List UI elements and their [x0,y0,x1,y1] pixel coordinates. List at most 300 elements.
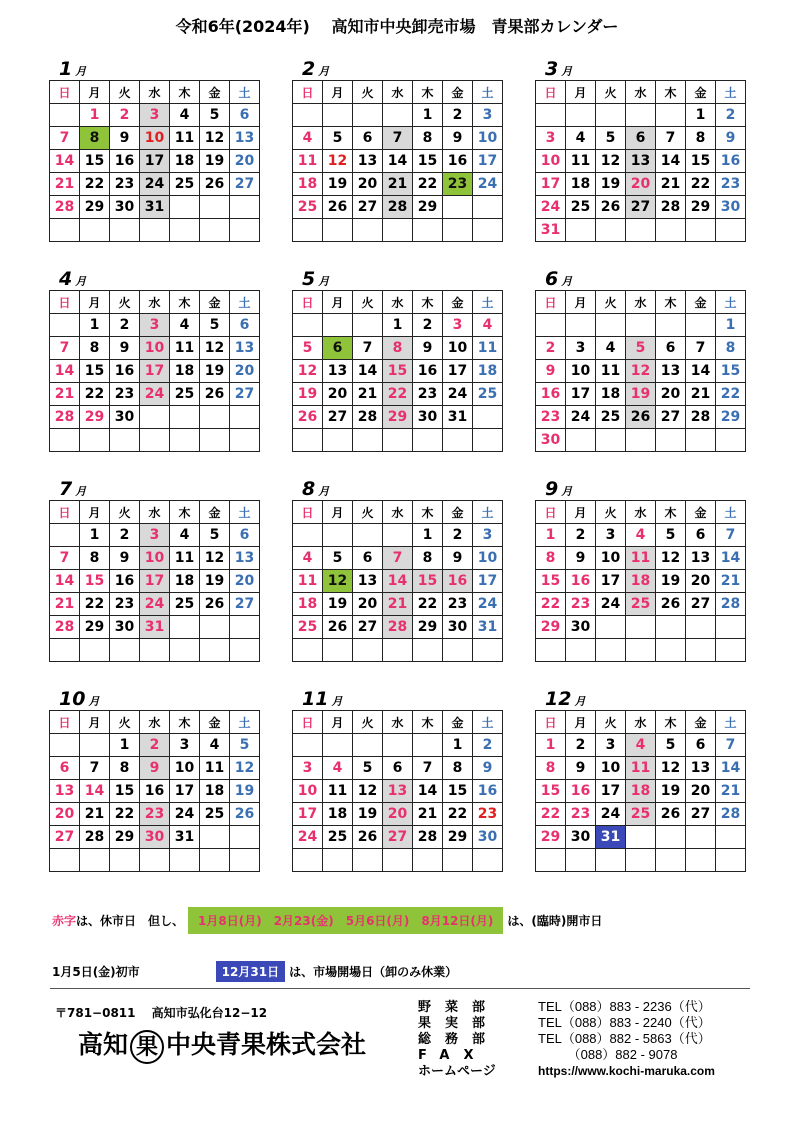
empty-cell [353,639,383,662]
day-cell: 1 [80,314,110,337]
weekday-header: 木 [170,291,200,314]
day-cell: 1 [80,104,110,127]
day-cell: 11 [323,780,353,803]
month-suffix: 月 [318,275,330,288]
empty-cell [596,849,626,872]
day-cell: 17 [536,173,566,196]
empty-cell [353,524,383,547]
empty-cell [686,219,716,242]
contact-row [418,1044,715,1063]
day-cell: 1 [536,524,566,547]
day-cell: 8 [110,757,140,780]
weekday-header: 水 [140,501,170,524]
weekday-header: 火 [110,81,140,104]
day-cell: 31 [536,219,566,242]
weekday-header: 火 [110,291,140,314]
day-cell: 3 [566,337,596,360]
empty-cell [716,616,746,639]
day-cell: 23 [536,406,566,429]
month-table [292,290,503,452]
weekday-header: 木 [656,291,686,314]
empty-cell [443,219,473,242]
weekday-header: 木 [170,81,200,104]
day-cell: 14 [80,780,110,803]
day-cell: 8 [413,547,443,570]
day-cell: 20 [383,803,413,826]
day-cell: 10 [596,757,626,780]
empty-cell [230,826,260,849]
empty-cell [50,849,80,872]
empty-cell [413,734,443,757]
day-cell: 19 [323,593,353,616]
day-cell: 7 [50,127,80,150]
day-cell: 11 [170,337,200,360]
weekday-header: 水 [626,81,656,104]
empty-cell [140,406,170,429]
day-cell: 23 [566,593,596,616]
empty-cell [293,314,323,337]
empty-cell [686,616,716,639]
day-cell: 24 [170,803,200,826]
weekday-header: 火 [596,291,626,314]
weekday-header: 金 [200,711,230,734]
calendar-grid [49,58,749,893]
day-cell: 17 [443,360,473,383]
month-suffix: 月 [561,65,573,78]
day-cell: 24 [140,173,170,196]
empty-cell [473,406,503,429]
day-cell: 20 [686,570,716,593]
empty-cell [80,849,110,872]
day-cell: 10 [293,780,323,803]
day-cell: 31 [596,826,626,849]
day-cell: 23 [716,173,746,196]
day-cell: 5 [353,757,383,780]
weekday-header: 金 [443,711,473,734]
weekday-header: 日 [293,291,323,314]
empty-cell [170,849,200,872]
empty-cell [413,429,443,452]
homepage-url[interactable]: https://www.kochi-maruka.com [538,1064,715,1078]
empty-cell [383,849,413,872]
day-cell: 21 [716,780,746,803]
day-cell: 23 [110,173,140,196]
day-cell: 7 [383,547,413,570]
day-cell: 15 [443,780,473,803]
day-cell: 27 [686,593,716,616]
day-cell: 29 [80,196,110,219]
day-cell: 9 [566,547,596,570]
weekday-header: 火 [110,711,140,734]
day-cell: 28 [716,803,746,826]
month-4 [49,268,263,463]
weekday-header: 水 [140,291,170,314]
weekday-header: 日 [293,711,323,734]
day-cell: 16 [110,150,140,173]
empty-cell [50,104,80,127]
day-cell: 25 [293,616,323,639]
month-suffix: 月 [561,485,573,498]
day-cell: 20 [50,803,80,826]
day-cell: 29 [536,826,566,849]
contact-dept: 総務部 [418,1032,500,1047]
month-suffix: 月 [88,695,100,708]
day-cell: 18 [293,593,323,616]
day-cell: 8 [80,337,110,360]
empty-cell [323,314,353,337]
day-cell: 2 [140,734,170,757]
month-number: 11 [302,688,329,710]
day-cell: 2 [716,104,746,127]
dec31-box: 12月31日 [216,961,285,982]
day-cell: 29 [383,406,413,429]
empty-cell [170,196,200,219]
month-label [302,688,342,708]
month-table [292,710,503,872]
first-market-text: 1月5日(金)初市 [52,965,140,979]
day-cell: 25 [473,383,503,406]
day-cell: 13 [230,127,260,150]
day-cell: 29 [443,826,473,849]
empty-cell [293,219,323,242]
empty-cell [230,616,260,639]
day-cell: 24 [140,593,170,616]
weekday-header: 金 [200,501,230,524]
day-cell: 22 [80,593,110,616]
day-cell: 8 [80,547,110,570]
empty-cell [473,849,503,872]
empty-cell [656,104,686,127]
day-cell: 1 [443,734,473,757]
day-cell: 16 [716,150,746,173]
contact-tel: TEL（088）883 - 2236（代） [538,999,711,1014]
day-cell: 6 [383,757,413,780]
day-cell: 4 [200,734,230,757]
empty-cell [716,849,746,872]
day-cell: 2 [473,734,503,757]
company-logo-circle: 果 [130,1030,164,1064]
weekday-header: 木 [170,711,200,734]
month-number: 1 [59,58,73,80]
day-cell: 2 [443,104,473,127]
day-cell: 12 [200,337,230,360]
day-cell: 19 [596,173,626,196]
empty-cell [413,219,443,242]
weekday-header: 月 [323,291,353,314]
day-cell: 16 [443,150,473,173]
empty-cell [323,104,353,127]
empty-cell [200,849,230,872]
day-cell: 21 [50,383,80,406]
day-cell: 18 [566,173,596,196]
day-cell: 22 [536,803,566,826]
contact-dept: FAX [418,1048,488,1063]
day-cell: 9 [443,127,473,150]
day-cell: 21 [80,803,110,826]
empty-cell [200,826,230,849]
day-cell: 22 [686,173,716,196]
day-cell: 30 [566,616,596,639]
empty-cell [656,429,686,452]
day-cell: 6 [353,127,383,150]
day-cell: 8 [443,757,473,780]
day-cell: 27 [230,173,260,196]
weekday-header: 日 [293,81,323,104]
empty-cell [383,524,413,547]
month-table [535,290,746,452]
weekday-header: 水 [383,501,413,524]
month-10 [49,688,263,883]
day-cell: 13 [50,780,80,803]
weekday-header: 木 [656,81,686,104]
day-cell: 14 [50,360,80,383]
day-cell: 2 [413,314,443,337]
day-cell: 26 [293,406,323,429]
day-cell: 6 [230,104,260,127]
weekday-header: 日 [536,711,566,734]
month-number: 3 [545,58,559,80]
day-cell: 21 [383,593,413,616]
day-cell: 13 [686,757,716,780]
empty-cell [443,429,473,452]
empty-cell [566,314,596,337]
day-cell: 2 [566,734,596,757]
empty-cell [200,639,230,662]
day-cell: 8 [686,127,716,150]
empty-cell [353,219,383,242]
day-cell: 9 [566,757,596,780]
day-cell: 4 [323,757,353,780]
day-cell: 22 [536,593,566,616]
month-suffix: 月 [75,65,87,78]
day-cell: 18 [596,383,626,406]
day-cell: 29 [536,616,566,639]
day-cell: 31 [443,406,473,429]
empty-cell [110,849,140,872]
day-cell: 25 [626,803,656,826]
empty-cell [536,849,566,872]
day-cell: 16 [566,570,596,593]
day-cell: 2 [110,104,140,127]
day-cell: 23 [413,383,443,406]
weekday-header: 水 [140,81,170,104]
empty-cell [626,104,656,127]
day-cell: 7 [413,757,443,780]
empty-cell [293,429,323,452]
empty-cell [686,849,716,872]
weekday-header: 土 [716,711,746,734]
weekday-header: 水 [626,291,656,314]
month-7 [49,478,263,673]
day-cell: 17 [596,570,626,593]
month-number: 5 [302,268,316,290]
day-cell: 14 [383,570,413,593]
empty-cell [566,429,596,452]
day-cell: 11 [596,360,626,383]
day-cell: 15 [536,780,566,803]
day-cell: 27 [353,196,383,219]
month-suffix: 月 [318,485,330,498]
day-cell: 4 [293,127,323,150]
day-cell: 11 [566,150,596,173]
day-cell: 30 [443,616,473,639]
day-cell: 18 [170,570,200,593]
month-number: 2 [302,58,316,80]
day-cell: 18 [323,803,353,826]
day-cell: 9 [140,757,170,780]
day-cell: 17 [293,803,323,826]
month-label [545,688,585,708]
weekday-header: 金 [686,291,716,314]
day-cell: 30 [473,826,503,849]
day-cell: 11 [200,757,230,780]
empty-cell [656,826,686,849]
empty-cell [473,196,503,219]
day-cell: 29 [716,406,746,429]
day-cell: 1 [110,734,140,757]
day-cell: 26 [200,173,230,196]
empty-cell [596,639,626,662]
day-cell: 22 [80,173,110,196]
empty-cell [140,219,170,242]
day-cell: 28 [80,826,110,849]
day-cell: 2 [110,524,140,547]
day-cell: 22 [413,173,443,196]
month-number: 4 [59,268,73,290]
day-cell: 25 [566,196,596,219]
day-cell: 28 [50,616,80,639]
day-cell: 14 [686,360,716,383]
weekday-header: 日 [50,291,80,314]
weekday-header: 水 [626,711,656,734]
day-cell: 30 [716,196,746,219]
day-cell: 4 [473,314,503,337]
day-cell: 27 [656,406,686,429]
day-cell: 4 [170,524,200,547]
weekday-header: 金 [686,501,716,524]
day-cell: 18 [170,150,200,173]
day-cell: 1 [413,104,443,127]
day-cell: 5 [626,337,656,360]
day-cell: 26 [323,196,353,219]
day-cell: 25 [323,826,353,849]
day-cell: 27 [50,826,80,849]
empty-cell [140,429,170,452]
day-cell: 18 [626,780,656,803]
day-cell: 12 [293,360,323,383]
day-cell: 14 [656,150,686,173]
day-cell: 19 [626,383,656,406]
empty-cell [110,429,140,452]
weekday-header: 木 [656,501,686,524]
day-cell: 21 [716,570,746,593]
weekday-header: 月 [80,501,110,524]
day-cell: 17 [170,780,200,803]
empty-cell [536,104,566,127]
empty-cell [473,429,503,452]
day-cell: 26 [200,593,230,616]
day-cell: 25 [626,593,656,616]
month-label [302,58,329,78]
empty-cell [293,849,323,872]
weekday-header: 金 [443,291,473,314]
red-text-label: 赤字 [52,914,77,928]
weekday-header: 土 [716,501,746,524]
day-cell: 13 [383,780,413,803]
open-dates-suffix: は、(臨時)開市日 [507,914,603,928]
day-cell: 1 [413,524,443,547]
day-cell: 23 [473,803,503,826]
day-cell: 5 [656,734,686,757]
weekday-header: 月 [566,81,596,104]
day-cell: 9 [110,547,140,570]
weekday-header: 木 [413,81,443,104]
day-cell: 16 [443,570,473,593]
empty-cell [50,639,80,662]
day-cell: 30 [110,616,140,639]
month-9 [535,478,749,673]
month-number: 6 [545,268,559,290]
company-address: 〒781−0811 高知市弘化台12−12 [55,1006,268,1020]
day-cell: 27 [383,826,413,849]
day-cell: 1 [686,104,716,127]
day-cell: 11 [626,757,656,780]
day-cell: 14 [413,780,443,803]
day-cell: 20 [230,150,260,173]
day-cell: 19 [353,803,383,826]
month-2 [292,58,506,253]
weekday-header: 月 [80,81,110,104]
day-cell: 9 [413,337,443,360]
day-cell: 18 [473,360,503,383]
day-cell: 21 [353,383,383,406]
day-cell: 30 [140,826,170,849]
day-cell: 4 [170,104,200,127]
day-cell: 21 [686,383,716,406]
weekday-header: 火 [596,81,626,104]
weekday-header: 水 [626,501,656,524]
day-cell: 7 [656,127,686,150]
day-cell: 10 [473,127,503,150]
day-cell: 26 [656,803,686,826]
day-cell: 19 [656,780,686,803]
empty-cell [596,314,626,337]
holiday-note-text: は、休市日 但し、 [76,914,185,928]
day-cell: 29 [686,196,716,219]
empty-cell [200,429,230,452]
day-cell: 11 [473,337,503,360]
weekday-header: 金 [686,81,716,104]
day-cell: 23 [140,803,170,826]
month-label [545,478,572,498]
month-label [59,58,86,78]
day-cell: 29 [80,616,110,639]
empty-cell [230,196,260,219]
day-cell: 12 [230,757,260,780]
empty-cell [170,639,200,662]
day-cell: 20 [686,780,716,803]
empty-cell [536,314,566,337]
day-cell: 26 [323,616,353,639]
empty-cell [200,196,230,219]
weekday-header: 金 [686,711,716,734]
weekday-header: 木 [413,501,443,524]
weekday-header: 水 [383,711,413,734]
market-note [52,961,457,982]
day-cell: 16 [110,360,140,383]
day-cell: 24 [140,383,170,406]
day-cell: 31 [140,196,170,219]
